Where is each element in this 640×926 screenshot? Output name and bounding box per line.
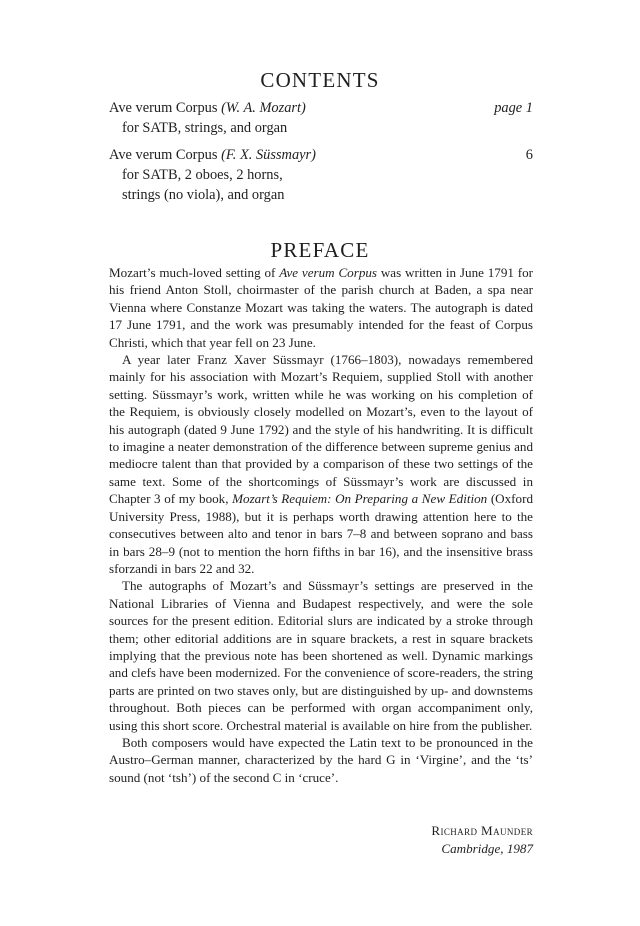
text-run: A year later Franz Xaver Süssmayr (1766–1803), nowadays remembered mainly for his association with Mozart’s Requiem, supplied Stoll with another setting. Süssmayr’s work, written while he was working on his completion of the Requiem, is obviously closely modelled on Mozart’s, even to the layout of his autograph (dated 9 June 1792) and the style of his handwriting. It is difficult to imagine a neater demonstration of the difference between supreme genius and mediocre talent than that provided by a comparison of these two settings of the same text. Some of the shortcomings of Süssmayr’s work are discussed in Chapter 3 of my book, — [109, 352, 533, 507]
entry-title-line — [109, 145, 533, 165]
entry-title-line — [109, 98, 533, 118]
preface-paragraph-2 — [109, 351, 533, 577]
place-date: Cambridge, 1987 — [441, 841, 533, 856]
entry-title: Ave verum Corpus — [109, 147, 218, 163]
contents-entry-mozart — [109, 98, 533, 138]
preface-paragraph-1 — [109, 264, 533, 351]
signature-block — [431, 822, 533, 858]
preface-heading: PREFACE — [270, 238, 370, 262]
text-run: (Oxford University Press, 1988), but it is perhaps worth drawing attention here to the consecutives between alto and tenor in bars 7–8 and between soprano and bass in bars 28–9 (not to mention the horn fifths in bar 16), and the insensitive brass sforzandi in bars 22 and 32. — [109, 491, 533, 576]
entry-scoring: for SATB, strings, and organ — [122, 120, 288, 136]
contents-heading: CONTENTS — [260, 68, 380, 92]
preface-body — [109, 264, 533, 786]
entry-page-number: 6 — [525, 147, 533, 163]
italic-title: Mozart’s Requiem: On Preparing a New Edition — [232, 491, 488, 507]
preface-paragraph-4: Both composers would have expected the Latin text to be pronounced in the Austro–German manner, characterized by the hard G in ‘Virgine’, and the ‘ts’ sound (not ‘tsh’) of the second C in ‘cruce’. — [109, 734, 533, 785]
italic-title: Ave verum Corpus — [279, 265, 378, 280]
text-run: Mozart’s much-loved setting of — [109, 265, 280, 280]
entry-composer: (F. X. Süssmayr) — [221, 147, 316, 163]
entry-scoring: strings (no viola), and organ — [122, 187, 285, 203]
entry-title: Ave verum Corpus — [109, 100, 218, 116]
text-run: was written in June 1791 for his friend Anton Stoll, choirmaster of the parish church at Baden, a spa near Vienna where Constanze Mozart was taking the waters. The autograph is dated 17 June 1791, and the work was presumably intended for the feast of Corpus Christi, which that year fell on 23 June. — [109, 265, 534, 350]
preface-paragraph-3: The autographs of Mozart’s and Süssmayr’s settings are preserved in the National Libraries of Vienna and Budapest respectively, and were the sole sources for the present edition. Editorial slurs are indicated by a stroke through them; other editorial additions are in square brackets, a rest in square brackets implying that the previous note has been shortened as well. Dynamic markings and clefs have been modernized. For the convenience of score-readers, the string parts are printed on two staves only, but are distinguished by up- and downstems throughout. Both pieces can be performed with organ accompaniment only, using this short score. Orchestral material is available on hire from the publisher. — [109, 578, 533, 733]
entry-page-number: page 1 — [494, 100, 533, 116]
entry-composer: (W. A. Mozart) — [221, 100, 306, 116]
author-name: Richard Maunder — [431, 823, 533, 838]
entry-scoring: for SATB, 2 oboes, 2 horns, — [122, 167, 283, 183]
contents-entry-sussmayr — [109, 145, 533, 205]
